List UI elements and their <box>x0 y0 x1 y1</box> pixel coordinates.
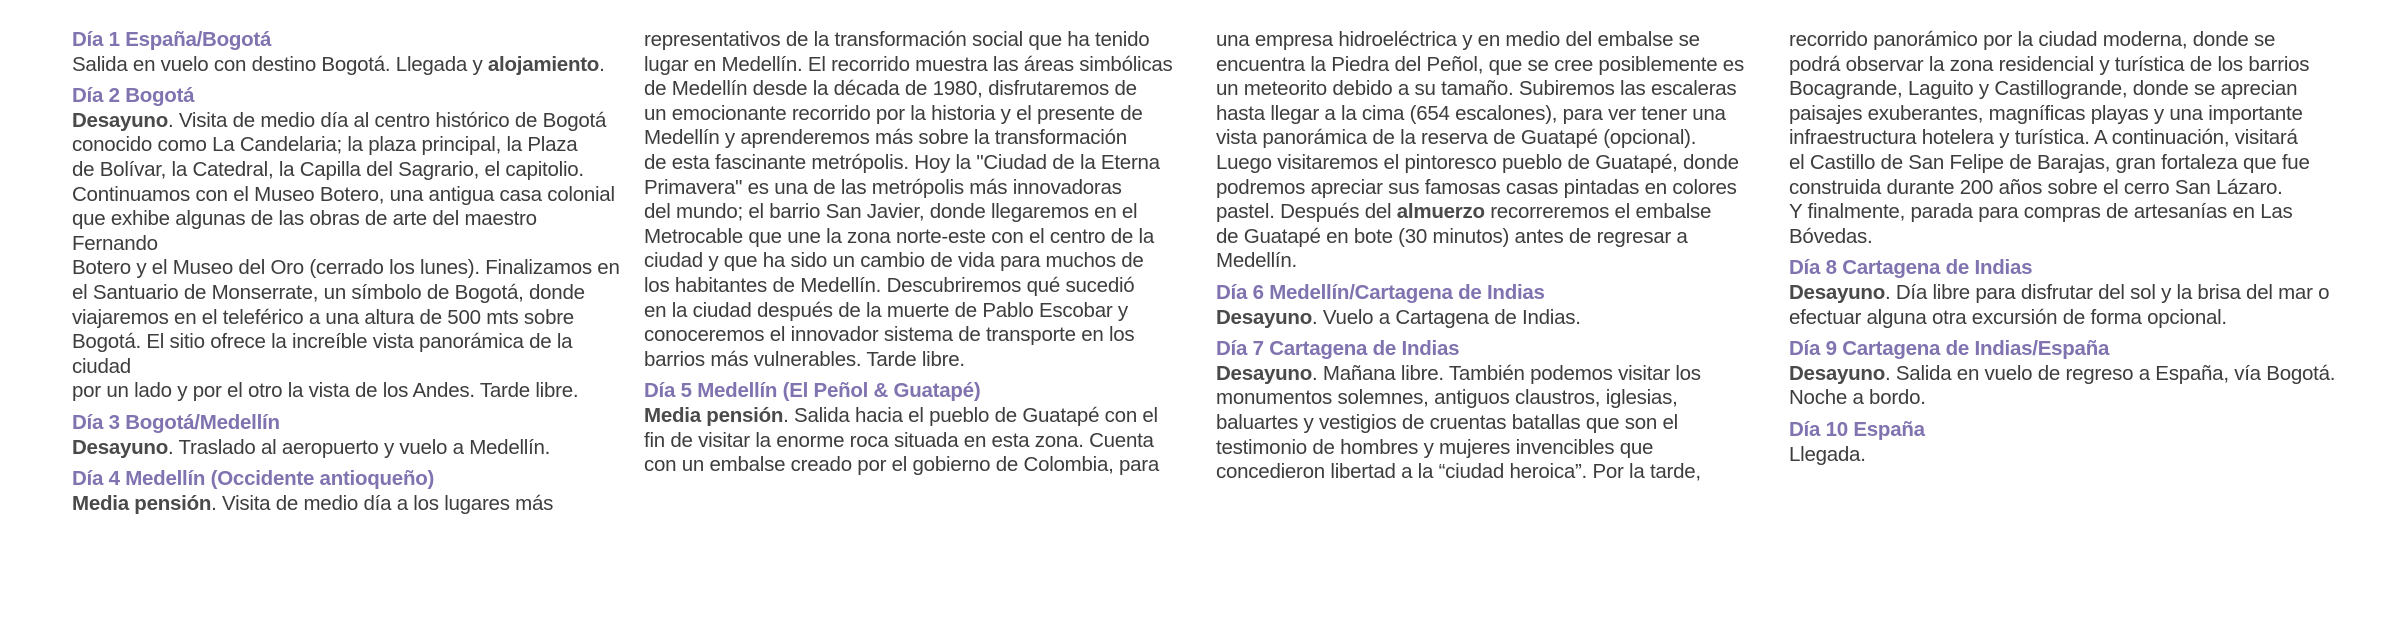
text-run: . <box>599 52 605 76</box>
text-line <box>72 158 620 183</box>
bold-term: alojamiento <box>487 52 600 76</box>
text-run: Luego visitaremos el pintoresco pueblo de Guatapé, donde <box>1216 150 1739 174</box>
text-run: podrá observar la zona residencial y turística de los barrios <box>1789 52 2310 76</box>
text-run: Y finalmente, parada para compras de artesanías en Las <box>1789 200 2293 224</box>
text-run: monumentos solemnes, antiguos claustros, iglesias, <box>1216 386 1678 410</box>
text-run: . Día libre para disfrutar del sol y la brisa del mar o <box>1884 280 2330 304</box>
bold-term: Desayuno <box>1789 280 1885 304</box>
day-heading: Día 10 España <box>1789 417 1925 441</box>
day-heading: Día 6 Medellín/Cartagena de Indias <box>1216 280 1545 304</box>
day-heading: Día 2 Bogotá <box>72 84 195 108</box>
text-run: Bocagrande, Laguito y Castillogrande, donde se aprecian <box>1789 77 2298 101</box>
text-run: los habitantes de Medellín. Descubriremos qué sucedió <box>644 273 1135 297</box>
text-run: . Mañana libre. También podemos visitar los <box>1311 361 1701 385</box>
text-run: efectuar alguna otra excursión de forma opcional. <box>1789 305 2227 329</box>
bold-term: Desayuno <box>1216 361 1312 385</box>
text-line <box>72 492 620 517</box>
text-line <box>72 436 620 461</box>
text-run: de Bolívar, la Catedral, la Capilla del Sagrario, el capitolio. <box>72 157 584 181</box>
text-run: barrios más vulnerables. Tarde libre. <box>644 347 965 371</box>
itinerary-column-4 <box>1789 28 2337 467</box>
text-run: . Salida en vuelo de regreso a España, vía Bogotá. <box>1884 361 2336 385</box>
bold-term: Desayuno <box>1789 361 1885 385</box>
text-line <box>1789 281 2337 306</box>
text-line <box>644 53 1192 78</box>
text-run: ciudad y que ha sido un cambio de vida para muchos de <box>644 249 1144 273</box>
text-line <box>1789 443 2337 468</box>
text-run: un meteorito debido a su tamaño. Subiremos las escaleras <box>1216 77 1737 101</box>
text-run: con un embalse creado por el gobierno de Colombia, para <box>644 453 1160 477</box>
text-run: . Salida hacia el pueblo de Guatapé con el <box>783 403 1158 427</box>
text-run: Metrocable que une la zona norte-este con el centro de la <box>644 224 1154 248</box>
text-run: Salida en vuelo con destino Bogotá. Llegada y <box>72 52 488 76</box>
text-line <box>72 330 620 379</box>
text-run: que exhibe algunas de las obras de arte del maestro Fernando <box>72 207 537 255</box>
day-heading: Día 9 Cartagena de Indias/España <box>1789 337 2110 361</box>
text-run: Continuamos con el Museo Botero, una antigua casa colonial <box>72 182 615 206</box>
text-line <box>1216 126 1764 151</box>
text-line <box>1789 77 2337 102</box>
day-heading: Día 7 Cartagena de Indias <box>1216 337 1460 361</box>
text-run: baluartes y vestigios de cruentas batallas que son el <box>1216 410 1678 434</box>
text-run: conoceremos el innovador sistema de transporte en los <box>644 323 1135 347</box>
text-run: encuentra la Piedra del Peñol, que se cree posiblemente es <box>1216 52 1744 76</box>
text-line <box>644 429 1192 454</box>
itinerary-column-2 <box>644 28 1192 478</box>
bold-term: Media pensión <box>72 491 212 515</box>
text-line <box>644 77 1192 102</box>
day-description <box>72 53 620 78</box>
text-run: el Santuario de Monserrate, un símbolo de Bogotá, donde <box>72 280 585 304</box>
text-line <box>644 404 1192 429</box>
text-line <box>1216 306 1764 331</box>
text-line <box>1789 386 2337 411</box>
text-line <box>1216 151 1764 176</box>
text-run: . Traslado al aeropuerto y vuelo a Medellín. <box>167 435 551 459</box>
text-run: infraestructura hotelera y turística. A continuación, visitará <box>1789 126 2298 150</box>
text-line <box>72 133 620 158</box>
text-line <box>1216 411 1764 436</box>
text-line <box>72 109 620 134</box>
text-line <box>644 176 1192 201</box>
text-line <box>644 151 1192 176</box>
text-run: una empresa hidroeléctrica y en medio del embalse se <box>1216 28 1700 51</box>
text-line <box>644 299 1192 324</box>
bold-term: Desayuno <box>72 108 168 132</box>
text-line <box>1789 28 2337 53</box>
day-description <box>644 28 1192 372</box>
text-run: Noche a bordo. <box>1789 386 1926 410</box>
text-run: pastel. Después del <box>1216 200 1397 224</box>
text-run: Primavera" es una de las metrópolis más innovadoras <box>644 175 1122 199</box>
bold-term: almuerzo <box>1396 200 1485 224</box>
text-line <box>1216 460 1764 485</box>
text-line <box>72 53 620 78</box>
day-heading: Día 1 España/Bogotá <box>72 28 272 51</box>
day-description <box>72 492 620 517</box>
bold-term: Desayuno <box>72 435 168 459</box>
text-run: Bogotá. El sitio ofrece la increíble vista panorámica de la ciudad <box>72 330 573 378</box>
day-description <box>1216 362 1764 485</box>
text-run: el Castillo de San Felipe de Barajas, gran fortaleza que fue <box>1789 150 2310 174</box>
text-run: conocido como La Candelaria; la plaza principal, la Plaza <box>72 133 578 157</box>
text-line <box>1789 362 2337 387</box>
text-line <box>1789 126 2337 151</box>
text-run: lugar en Medellín. El recorrido muestra las áreas simbólicas <box>644 52 1173 76</box>
text-line <box>644 126 1192 151</box>
text-line <box>644 323 1192 348</box>
day-description <box>72 109 620 404</box>
text-line <box>644 453 1192 478</box>
day-description <box>72 436 620 461</box>
text-line <box>72 306 620 331</box>
text-line <box>644 28 1192 53</box>
text-run: . Vuelo a Cartagena de Indias. <box>1311 305 1581 329</box>
day-description <box>644 404 1192 478</box>
text-line <box>1789 200 2337 225</box>
bold-term: Media pensión <box>644 403 784 427</box>
text-line <box>1216 225 1764 250</box>
text-run: representativos de la transformación social que ha tenido <box>644 28 1150 51</box>
text-line <box>72 256 620 281</box>
text-run: de Medellín desde la década de 1980, disfrutaremos de <box>644 77 1137 101</box>
text-line <box>1789 102 2337 127</box>
text-line <box>1216 436 1764 461</box>
day-heading: Día 5 Medellín (El Peñol & Guatapé) <box>644 379 981 403</box>
text-run: de Guatapé en bote (30 minutos) antes de regresar a <box>1216 224 1688 248</box>
text-run: Bóvedas. <box>1789 224 1873 248</box>
text-line <box>72 281 620 306</box>
text-run: . Visita de medio día al centro histórico de Bogotá <box>167 108 607 132</box>
text-run: podremos apreciar sus famosas casas pintadas en colores <box>1216 175 1737 199</box>
text-run: viajaremos en el teleférico a una altura de 500 mts sobre <box>72 305 574 329</box>
text-line <box>644 249 1192 274</box>
day-heading: Día 4 Medellín (Occidente antioqueño) <box>72 467 435 491</box>
text-line <box>72 379 620 404</box>
itinerary-column-3 <box>1216 28 1764 485</box>
text-run: paisajes exuberantes, magníficas playas y una importante <box>1789 101 2303 125</box>
text-run: recorrido panorámico por la ciudad moderna, donde se <box>1789 28 2276 51</box>
text-line <box>1216 53 1764 78</box>
text-run: . Visita de medio día a los lugares más <box>211 491 554 515</box>
text-line <box>644 102 1192 127</box>
text-run: Botero y el Museo del Oro (cerrado los lunes). Finalizamos en <box>72 256 620 280</box>
text-line <box>1789 306 2337 331</box>
day-description <box>1789 362 2337 411</box>
text-run: concedieron libertad a la “ciudad heroica”. Por la tarde, <box>1216 460 1701 484</box>
text-run: Medellín. <box>1216 249 1297 273</box>
text-run: de esta fascinante metrópolis. Hoy la "Ciudad de la Eterna <box>644 150 1160 174</box>
text-run: recorreremos el embalse <box>1484 200 1712 224</box>
text-run: hasta llegar a la cima (654 escalones), para ver tener una <box>1216 101 1726 125</box>
text-line <box>1789 176 2337 201</box>
day-heading: Día 8 Cartagena de Indias <box>1789 256 2033 280</box>
text-line <box>1216 200 1764 225</box>
text-line <box>1789 225 2337 250</box>
text-line <box>1789 53 2337 78</box>
text-line <box>1789 151 2337 176</box>
text-run: vista panorámica de la reserva de Guatapé (opcional). <box>1216 126 1697 150</box>
day-description <box>1216 306 1764 331</box>
text-run: Llegada. <box>1789 442 1866 466</box>
day-description <box>1216 28 1764 274</box>
text-line <box>644 348 1192 373</box>
day-heading: Día 3 Bogotá/Medellín <box>72 410 280 434</box>
text-line <box>1216 176 1764 201</box>
day-description <box>1789 28 2337 249</box>
itinerary-column-1 <box>72 28 620 516</box>
text-line <box>644 274 1192 299</box>
text-line <box>72 183 620 208</box>
text-line <box>1216 362 1764 387</box>
text-line <box>644 225 1192 250</box>
day-description <box>1789 443 2337 468</box>
text-run: testimonio de hombres y mujeres invencibles que <box>1216 435 1654 459</box>
text-run: por un lado y por el otro la vista de los Andes. Tarde libre. <box>72 379 579 403</box>
day-description <box>1789 281 2337 330</box>
text-run: fin de visitar la enorme roca situada en esta zona. Cuenta <box>644 428 1154 452</box>
bold-term: Desayuno <box>1216 305 1312 329</box>
text-line <box>1216 77 1764 102</box>
text-run: en la ciudad después de la muerte de Pablo Escobar y <box>644 298 1128 322</box>
text-line <box>72 207 620 256</box>
text-line <box>1216 28 1764 53</box>
text-run: construida durante 200 años sobre el cerro San Lázaro. <box>1789 175 2283 199</box>
text-run: un emocionante recorrido por la historia y el presente de <box>644 101 1143 125</box>
text-line <box>644 200 1192 225</box>
text-line <box>1216 102 1764 127</box>
text-line <box>1216 249 1764 274</box>
text-run: del mundo; el barrio San Javier, donde llegaremos en el <box>644 200 1138 224</box>
text-line <box>1216 386 1764 411</box>
text-run: Medellín y aprenderemos más sobre la transformación <box>644 126 1127 150</box>
